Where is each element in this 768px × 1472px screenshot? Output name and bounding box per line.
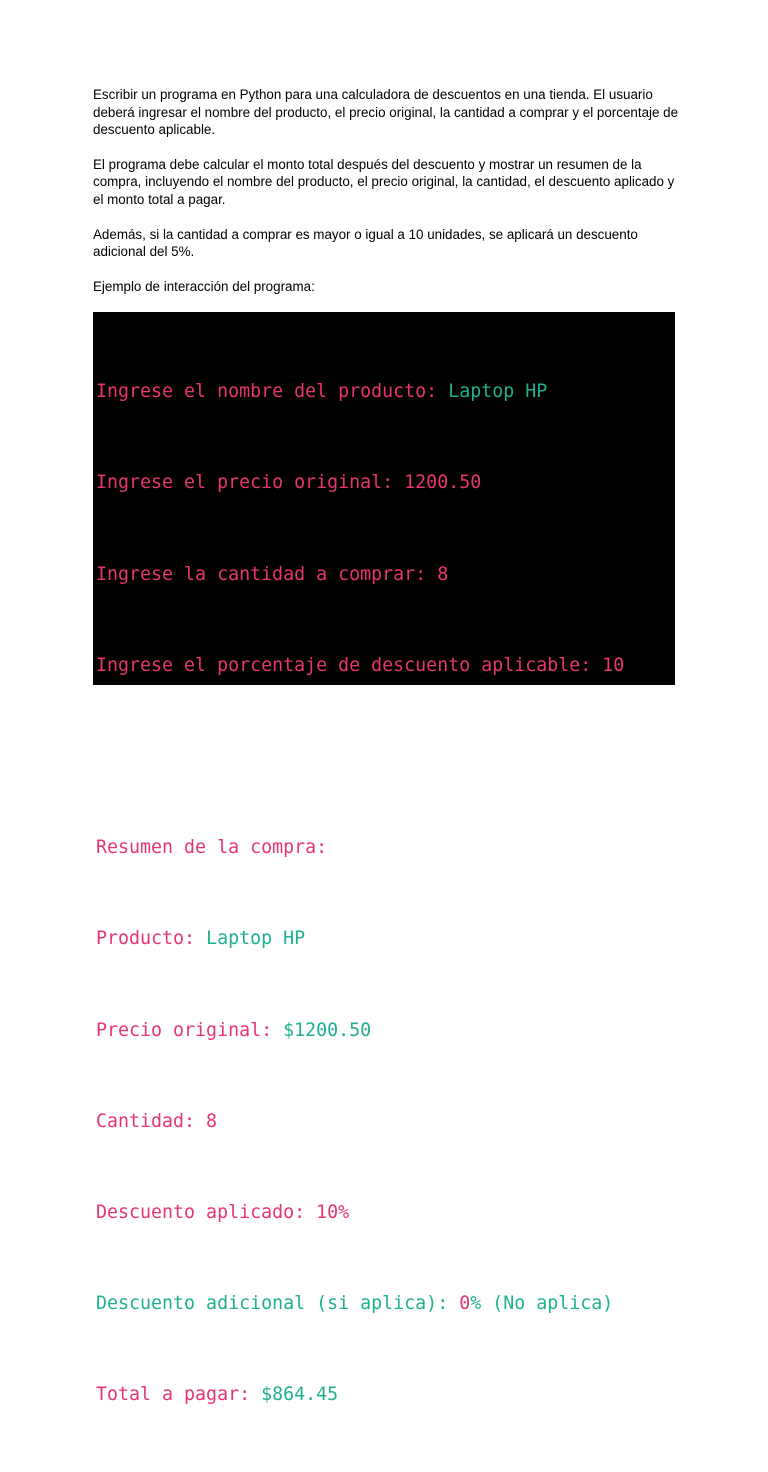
terminal-line-summary-discount xyxy=(96,1198,675,1228)
terminal-label: Descuento aplicado: 10% xyxy=(96,1201,350,1223)
terminal-line-discount-prompt xyxy=(96,651,675,681)
terminal-value: $1200.50 xyxy=(283,1019,372,1041)
terminal-line-summary-total xyxy=(96,1380,675,1410)
terminal-label: Producto: xyxy=(96,928,207,950)
terminal-value: $864.45 xyxy=(261,1384,339,1406)
terminal-label: Cantidad: 8 xyxy=(96,1110,218,1132)
terminal-line-quantity-prompt xyxy=(96,560,675,590)
terminal-line-summary-product xyxy=(96,924,675,954)
terminal-value-zero: 0 xyxy=(459,1293,471,1315)
terminal-line-summary-quantity xyxy=(96,1107,675,1137)
terminal-line-blank xyxy=(96,742,675,772)
terminal-line-product-prompt xyxy=(96,377,675,407)
terminal-value-rest: % (No aplica) xyxy=(470,1293,614,1315)
terminal-label: Ingrese el nombre del producto: xyxy=(96,381,449,403)
terminal-label: Total a pagar: xyxy=(96,1384,262,1406)
terminal-label: Ingrese la cantidad a comprar: 8 xyxy=(96,563,449,585)
document-content xyxy=(93,86,683,1406)
paragraph-requirements: El programa debe calcular el monto total después del descuento y mostrar un resumen de la compra, incluyendo el nombre del producto, el precio original, la cantidad, el descuento aplicado y el monto total a pagar. xyxy=(93,156,675,207)
terminal-value: Laptop HP xyxy=(206,928,306,950)
terminal-line-summary-additional-discount xyxy=(96,1289,675,1319)
paragraph-example-heading: Ejemplo de interacción del programa: xyxy=(93,278,315,294)
paragraph-additional-discount: Además, si la cantidad a comprar es mayor o igual a 10 unidades, se aplicará un descuento adicional del 5%. xyxy=(93,226,638,260)
terminal-example xyxy=(93,312,675,1406)
terminal-line-summary-heading xyxy=(96,833,675,863)
terminal-label: Ingrese el precio original: 1200.50 xyxy=(96,472,482,494)
terminal-line-price-prompt xyxy=(96,468,675,498)
terminal-label: Precio original: xyxy=(96,1019,284,1041)
terminal-value: Laptop HP xyxy=(448,381,548,403)
terminal-label: Resumen de la compra: xyxy=(96,837,328,859)
paragraph-intro: Escribir un programa en Python para una calculadora de descuentos en una tienda. El usuario deberá ingresar el nombre del producto, el precio original, la cantidad a comprar y el porcentaje de descuento aplicable. xyxy=(93,87,679,138)
terminal-label: Descuento adicional (si aplica): xyxy=(96,1293,460,1315)
terminal-line-summary-price xyxy=(96,1016,675,1046)
terminal-label: Ingrese el porcentaje de descuento aplicable: 10 xyxy=(96,654,625,676)
